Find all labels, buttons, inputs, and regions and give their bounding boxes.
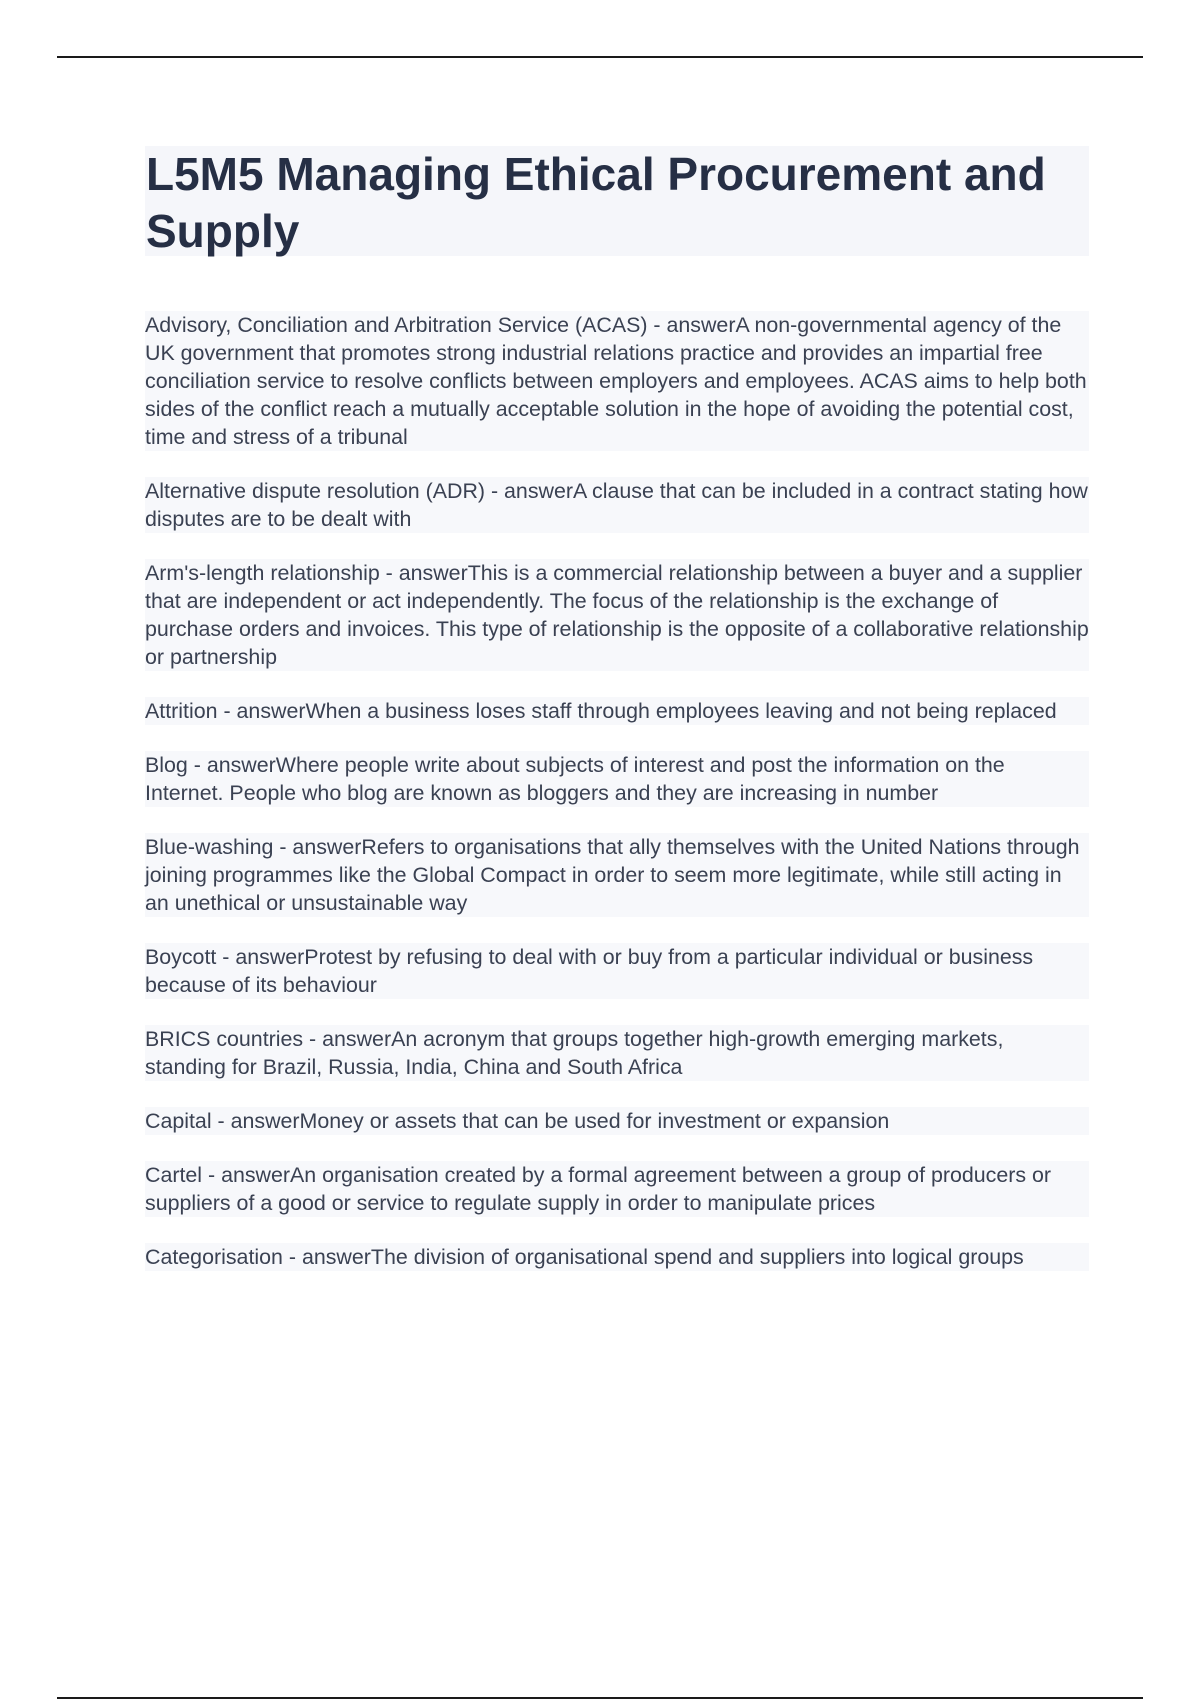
glossary-entry-acas: Advisory, Conciliation and Arbitration Service (ACAS) - answerA non-governmental agency of the UK government that promotes strong industrial relations practice and provides an impartial free conciliation service to resolve conflicts between employers and employees. ACAS aims to help both sides of the conflict reach a mutually acceptable solution in the hope of avoiding the potential cost, time and stress of a tribunal	[145, 311, 1089, 451]
glossary-entry-blue-washing: Blue-washing - answerRefers to organisations that ally themselves with the United Nations through joining programmes like the Global Compact in order to seem more legitimate, while still acting in an unethical or unsustainable way	[145, 833, 1089, 917]
top-rule	[57, 56, 1143, 58]
glossary-entry-arms-length: Arm's-length relationship - answerThis is a commercial relationship between a buyer and a supplier that are independent or act independently. The focus of the relationship is the exchange of purchase orders and invoices. This type of relationship is the opposite of a collaborative relationship or partnership	[145, 561, 1089, 669]
glossary-entry-cartel: Cartel - answerAn organisation created by a formal agreement between a group of producers or suppliers of a good or service to regulate supply in order to manipulate prices	[145, 1161, 1089, 1217]
glossary-entry-brics: BRICS countries - answerAn acronym that groups together high-growth emerging markets, standing for Brazil, Russia, India, China and South Africa	[145, 1025, 1089, 1081]
glossary-list	[145, 311, 1089, 1297]
glossary-entry-boycott: Boycott - answerProtest by refusing to deal with or buy from a particular individual or business because of its behaviour	[145, 943, 1089, 999]
glossary-entry-capital: Capital - answerMoney or assets that can be used for investment or expansion	[145, 1107, 1089, 1135]
glossary-entry-adr: Alternative dispute resolution (ADR) - answerA clause that can be included in a contract stating how disputes are to be dealt with	[145, 479, 1088, 531]
glossary-entry-categorisation: Categorisation - answerThe division of organisational spend and suppliers into logical groups	[145, 1243, 1089, 1271]
bottom-rule	[57, 1697, 1143, 1699]
title-block	[145, 146, 1089, 256]
page-title: L5M5 Managing Ethical Procurement and Supply	[146, 148, 1046, 257]
glossary-entry-blog: Blog - answerWhere people write about subjects of interest and post the information on the Internet. People who blog are known as bloggers and they are increasing in number	[145, 751, 1089, 807]
glossary-entry-attrition: Attrition - answerWhen a business loses staff through employees leaving and not being replaced	[145, 697, 1089, 725]
